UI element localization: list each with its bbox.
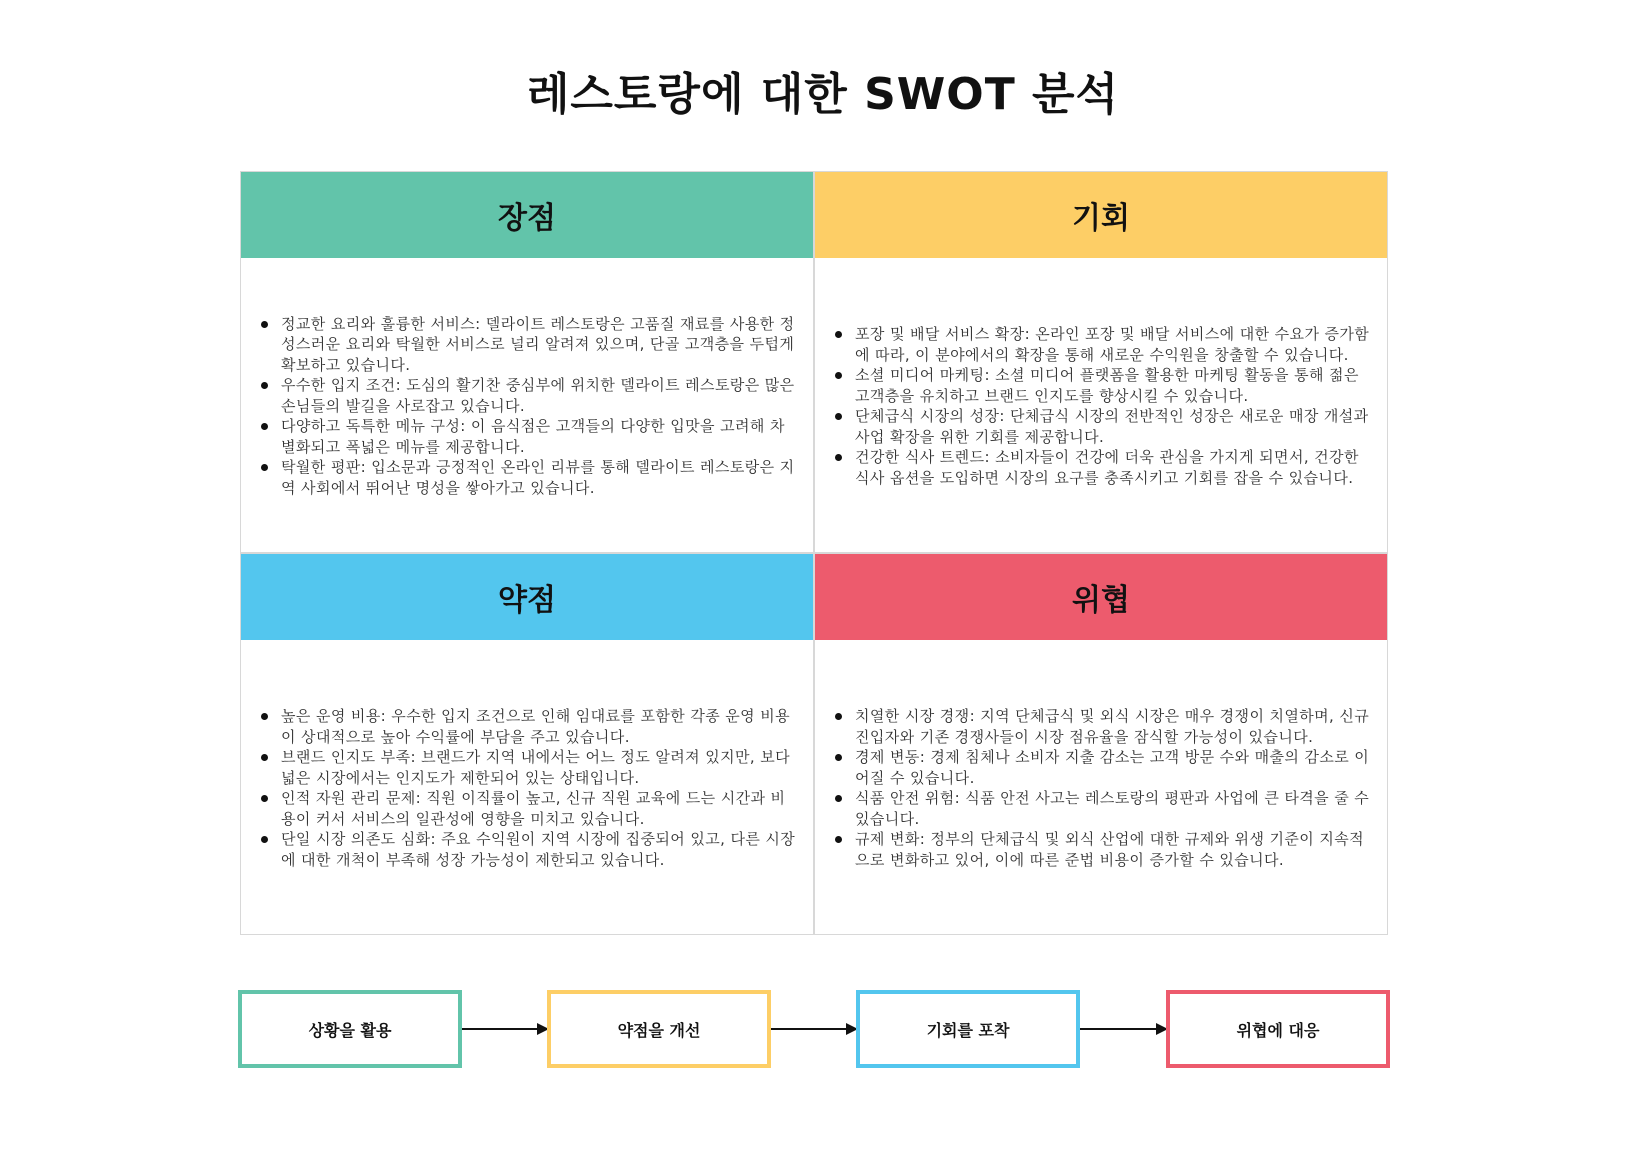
strengths-item: 우수한 입지 조건: 도심의 활기찬 중심부에 위치한 델라이트 레스토랑은 많은 손님들의 발길을 사로잡고 있습니다. [281,375,799,416]
weaknesses-item: 높은 운영 비용: 우수한 입지 조건으로 인해 임대료를 포함한 각종 운영 비용이 상대적으로 높아 수익률에 부담을 주고 있습니다. [281,706,799,747]
flow-step-seize [856,990,1080,1068]
flow-step-label: 기회를 포착 [926,1020,1010,1040]
opportunities-item: 단체급식 시장의 성장: 단체급식 시장의 전반적인 성장은 새로운 매장 개설과 사업 확장을 위한 기회를 제공합니다. [855,406,1373,447]
flow-step-improve [547,990,771,1068]
opportunities-item: 건강한 식사 트렌드: 소비자들이 건강에 더욱 관심을 가지게 되면서, 건강한 식사 옵션을 도입하면 시장의 요구를 충족시키고 기회를 잡을 수 있습니다. [855,447,1373,488]
strengths-item: 탁월한 평판: 입소문과 긍정적인 온라인 리뷰를 통해 델라이트 레스토랑은 지역 사회에서 뛰어난 명성을 쌓아가고 있습니다. [281,457,799,498]
weaknesses-item: 인적 자원 관리 문제: 직원 이직률이 높고, 신규 직원 교육에 드는 시간과 비용이 커서 서비스의 일관성에 영향을 미치고 있습니다. [281,788,799,829]
threats-heading: 위협 [1072,583,1130,618]
page-title: 레스토랑에 대한 SWOT 분석 [526,69,1120,120]
strengths-item: 다양하고 독특한 메뉴 구성: 이 음식점은 고객들의 다양한 입맛을 고려해 차별화되고 폭넓은 메뉴를 제공합니다. [281,416,799,457]
strengths-item: 정교한 요리와 훌륭한 서비스: 델라이트 레스토랑은 고품질 재료를 사용한 정성스러운 요리와 탁월한 서비스로 널리 알려져 있으며, 단골 고객층을 두텁게 확보하고 있습니다. [281,314,799,376]
threats-item: 식품 안전 위험: 식품 안전 사고는 레스토랑의 평판과 사업에 큰 타격을 줄 수 있습니다. [855,788,1373,829]
strengths-heading: 장점 [498,201,556,236]
flow-step-label: 상황을 활용 [308,1020,392,1040]
opportunities-heading: 기회 [1072,201,1130,236]
flow-step-leverage [238,990,462,1068]
threats-item: 치열한 시장 경쟁: 지역 단체급식 및 외식 시장은 매우 경쟁이 치열하며, 신규 진입자와 기존 경쟁사들이 시장 점유율을 잠식할 가능성이 있습니다. [855,706,1373,747]
opportunities-item: 소셜 미디어 마케팅: 소셜 미디어 플랫폼을 활용한 마케팅 활동을 통해 젊은 고객층을 유치하고 브랜드 인지도를 향상시킬 수 있습니다. [855,365,1373,406]
flow-step-respond [1166,990,1390,1068]
weaknesses-item: 단일 시장 의존도 심화: 주요 수익원이 지역 시장에 집중되어 있고, 다른 시장에 대한 개척이 부족해 성장 가능성이 제한되고 있습니다. [281,829,799,870]
weaknesses-heading: 약점 [498,583,556,618]
opportunities-item: 포장 및 배달 서비스 확장: 온라인 포장 및 배달 서비스에 대한 수요가 증가함에 따라, 이 분야에서의 확장을 통해 새로운 수익원을 창출할 수 있습니다. [855,324,1373,365]
threats-item: 경제 변동: 경제 침체나 소비자 지출 감소는 고객 방문 수와 매출의 감소로 이어질 수 있습니다. [855,747,1373,788]
flow-step-label: 위협에 대응 [1236,1020,1320,1040]
threats-item: 규제 변화: 정부의 단체급식 및 외식 산업에 대한 규제와 위생 기준이 지속적으로 변화하고 있어, 이에 따른 준법 비용이 증가할 수 있습니다. [855,829,1373,870]
weaknesses-item: 브랜드 인지도 부족: 브랜드가 지역 내에서는 어느 정도 알려져 있지만, 보다 넓은 시장에서는 인지도가 제한되어 있는 상태입니다. [281,747,799,788]
flow-step-label: 약점을 개선 [617,1020,701,1040]
